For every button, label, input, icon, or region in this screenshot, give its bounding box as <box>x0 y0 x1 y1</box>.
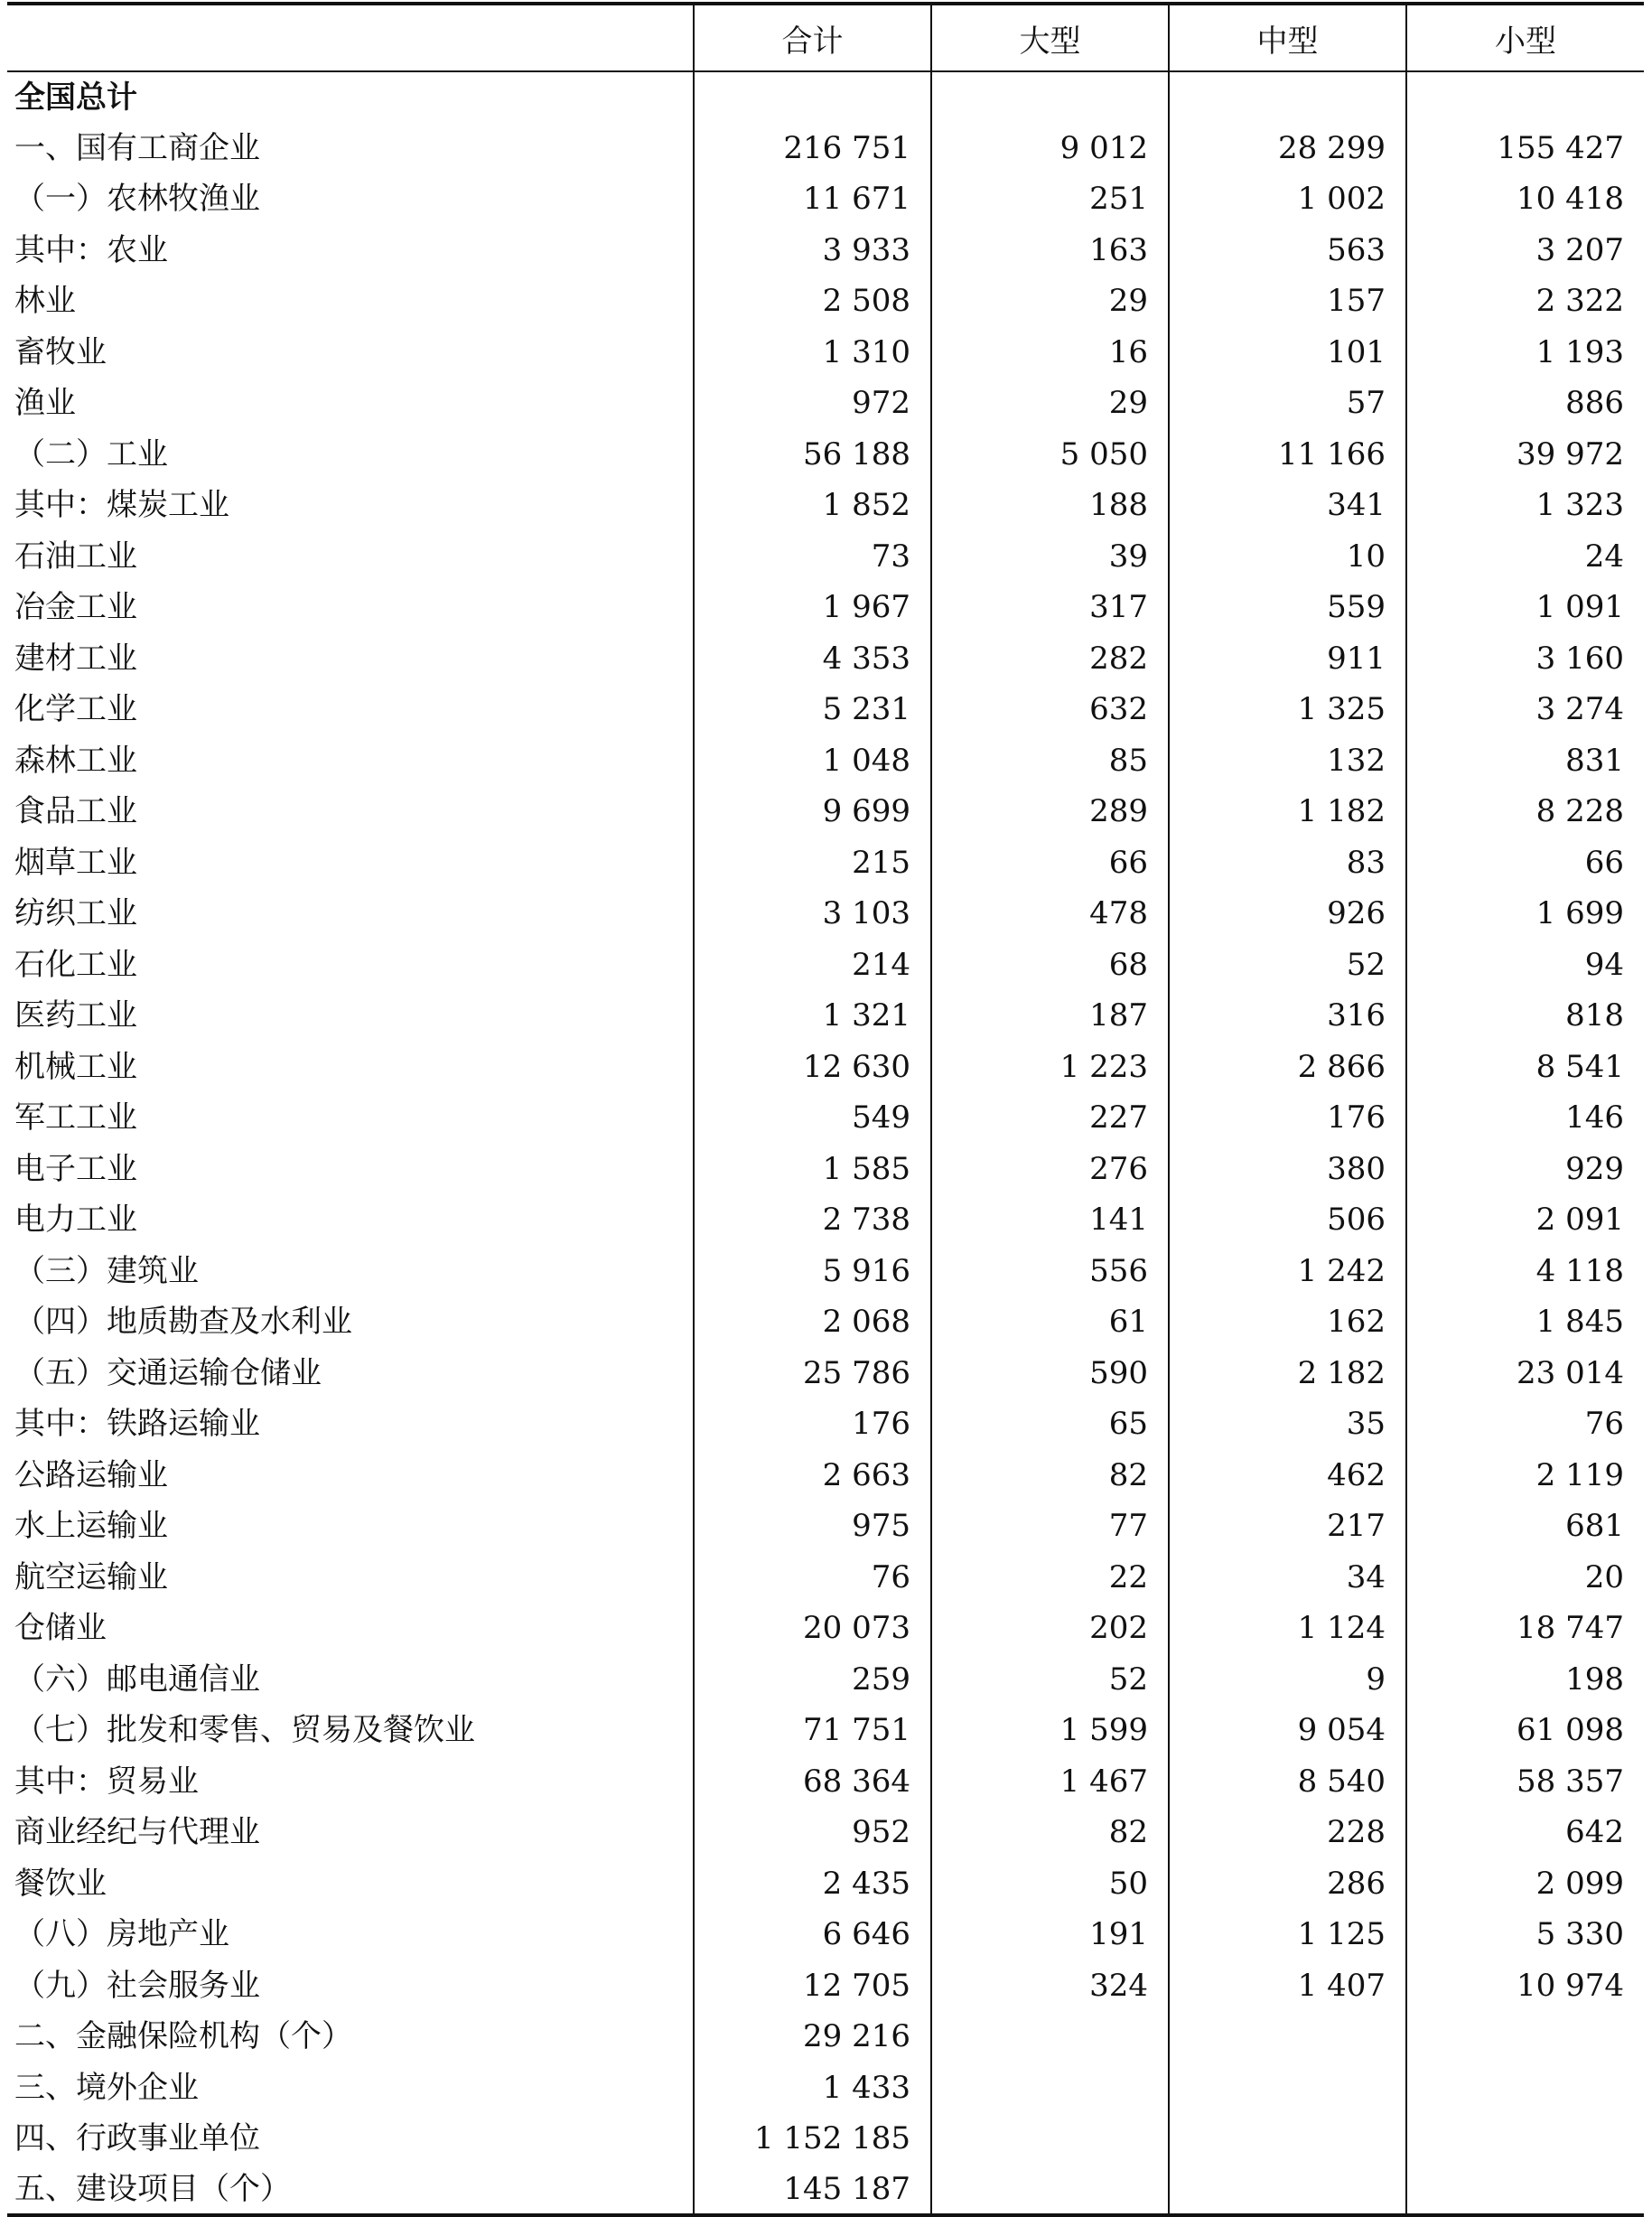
cell-medium: 563 <box>1169 225 1406 276</box>
row-label: 电力工业 <box>14 1202 137 1239</box>
cell-medium: 2 866 <box>1169 1042 1406 1093</box>
table-row <box>7 786 1644 837</box>
cell-medium: 101 <box>1169 327 1406 379</box>
row-label: 商业经纪与代理业 <box>14 1814 260 1851</box>
cell-large: 5 050 <box>931 429 1169 481</box>
cell-total: 549 <box>694 1092 931 1144</box>
cell-large <box>931 2063 1169 2114</box>
cell-medium: 157 <box>1169 276 1406 327</box>
cell-small: 642 <box>1406 1807 1644 1858</box>
cell-total: 20 073 <box>694 1603 931 1654</box>
cell-total: 5 916 <box>694 1246 931 1297</box>
cell-large: 29 <box>931 276 1169 327</box>
cell-total: 5 231 <box>694 684 931 735</box>
cell-small: 10 974 <box>1406 1960 1644 2012</box>
table-row <box>7 480 1644 531</box>
cell-total: 12 630 <box>694 1042 931 1093</box>
header-small: 小型 <box>1406 4 1644 71</box>
table-row <box>7 1450 1644 1501</box>
cell-large: 77 <box>931 1501 1169 1552</box>
row-label: 食品工业 <box>14 793 137 830</box>
cell-total: 6 646 <box>694 1909 931 1960</box>
cell-total: 259 <box>694 1654 931 1706</box>
row-label: （七）批发和零售、贸易及餐饮业 <box>14 1712 475 1749</box>
cell-small: 58 357 <box>1406 1756 1644 1808</box>
cell-small: 1 323 <box>1406 480 1644 531</box>
cell-medium: 286 <box>1169 1858 1406 1910</box>
cell-medium: 176 <box>1169 1092 1406 1144</box>
cell-small <box>1406 2113 1644 2165</box>
row-label: （四）地质勘查及水利业 <box>14 1304 352 1341</box>
cell-medium: 559 <box>1169 582 1406 633</box>
row-label: 渔业 <box>14 385 76 422</box>
cell-small: 1 193 <box>1406 327 1644 379</box>
cell-large: 29 <box>931 378 1169 429</box>
cell-medium: 911 <box>1169 633 1406 685</box>
cell-medium: 380 <box>1169 1144 1406 1195</box>
cell-small: 5 330 <box>1406 1909 1644 1960</box>
cell-medium: 28 299 <box>1169 123 1406 174</box>
cell-small: 66 <box>1406 837 1644 889</box>
table-row <box>7 1042 1644 1093</box>
row-label: 石油工业 <box>14 538 137 575</box>
cell-small: 831 <box>1406 735 1644 787</box>
cell-large: 141 <box>931 1194 1169 1246</box>
cell-medium: 217 <box>1169 1501 1406 1552</box>
cell-medium: 35 <box>1169 1398 1406 1450</box>
cell-small: 681 <box>1406 1501 1644 1552</box>
cell-large: 317 <box>931 582 1169 633</box>
cell-small: 20 <box>1406 1552 1644 1604</box>
header-large: 大型 <box>931 4 1169 71</box>
cell-total: 176 <box>694 1398 931 1450</box>
cell-large: 22 <box>931 1552 1169 1604</box>
table-row <box>7 378 1644 429</box>
row-label: （五）交通运输仓储业 <box>14 1354 322 1391</box>
row-label: 烟草工业 <box>14 844 137 881</box>
cell-total: 145 187 <box>694 2165 931 2216</box>
cell-small: 24 <box>1406 531 1644 583</box>
cell-small: 2 119 <box>1406 1450 1644 1501</box>
table-row <box>7 684 1644 735</box>
cell-total: 9 699 <box>694 786 931 837</box>
cell-large: 590 <box>931 1348 1169 1399</box>
table-body <box>7 71 1644 2215</box>
cell-large: 1 223 <box>931 1042 1169 1093</box>
cell-total: 68 364 <box>694 1756 931 1808</box>
cell-small: 886 <box>1406 378 1644 429</box>
cell-medium: 52 <box>1169 940 1406 991</box>
row-label: 纺织工业 <box>14 895 137 932</box>
table-row <box>7 1501 1644 1552</box>
cell-medium <box>1169 2113 1406 2165</box>
cell-large: 188 <box>931 480 1169 531</box>
cell-medium <box>1169 2063 1406 2114</box>
cell-medium: 2 182 <box>1169 1348 1406 1399</box>
cell-total: 29 216 <box>694 2011 931 2063</box>
table-row <box>7 2113 1644 2165</box>
row-label: 其中：铁路运输业 <box>14 1406 260 1443</box>
cell-medium <box>1169 2011 1406 2063</box>
cell-small: 155 427 <box>1406 123 1644 174</box>
cell-total: 2 068 <box>694 1296 931 1348</box>
cell-small: 1 845 <box>1406 1296 1644 1348</box>
cell-large: 61 <box>931 1296 1169 1348</box>
cell-medium: 1 242 <box>1169 1246 1406 1297</box>
cell-small: 146 <box>1406 1092 1644 1144</box>
row-label: 一、国有工商企业 <box>14 129 260 166</box>
cell-small: 198 <box>1406 1654 1644 1706</box>
cell-large: 289 <box>931 786 1169 837</box>
cell-small: 8 228 <box>1406 786 1644 837</box>
cell-medium: 1 002 <box>1169 173 1406 225</box>
cell-medium <box>1169 71 1406 123</box>
cell-large: 1 467 <box>931 1756 1169 1808</box>
cell-large: 52 <box>931 1654 1169 1706</box>
cell-medium: 228 <box>1169 1807 1406 1858</box>
cell-total: 1 152 185 <box>694 2113 931 2165</box>
cell-medium: 83 <box>1169 837 1406 889</box>
cell-total: 3 103 <box>694 888 931 940</box>
cell-medium: 1 124 <box>1169 1603 1406 1654</box>
cell-large <box>931 2011 1169 2063</box>
cell-large: 478 <box>931 888 1169 940</box>
cell-medium: 341 <box>1169 480 1406 531</box>
table-row <box>7 1603 1644 1654</box>
cell-total: 972 <box>694 378 931 429</box>
table-row <box>7 1246 1644 1297</box>
cell-small: 2 322 <box>1406 276 1644 327</box>
table-row <box>7 1705 1644 1756</box>
cell-medium: 9 054 <box>1169 1705 1406 1756</box>
cell-large <box>931 71 1169 123</box>
enterprise-count-table <box>7 2 1644 2217</box>
cell-medium: 9 <box>1169 1654 1406 1706</box>
table-row <box>7 1756 1644 1808</box>
table-row <box>7 327 1644 379</box>
table-row <box>7 1960 1644 2012</box>
cell-large: 191 <box>931 1909 1169 1960</box>
table-row <box>7 1348 1644 1399</box>
cell-medium: 1 407 <box>1169 1960 1406 2012</box>
cell-total: 4 353 <box>694 633 931 685</box>
cell-total: 11 671 <box>694 173 931 225</box>
cell-total: 952 <box>694 1807 931 1858</box>
cell-large: 82 <box>931 1807 1169 1858</box>
table-row <box>7 2011 1644 2063</box>
row-label: 仓储业 <box>14 1610 107 1647</box>
table-row <box>7 2063 1644 2114</box>
cell-large: 324 <box>931 1960 1169 2012</box>
cell-large: 251 <box>931 173 1169 225</box>
cell-medium: 10 <box>1169 531 1406 583</box>
table-row <box>7 531 1644 583</box>
row-label: （六）邮电通信业 <box>14 1660 260 1698</box>
cell-total: 1 048 <box>694 735 931 787</box>
table-row <box>7 837 1644 889</box>
cell-medium: 8 540 <box>1169 1756 1406 1808</box>
row-label: 化学工业 <box>14 691 137 728</box>
cell-small <box>1406 2011 1644 2063</box>
cell-small: 61 098 <box>1406 1705 1644 1756</box>
table-row <box>7 1552 1644 1604</box>
row-label: 建材工业 <box>14 640 137 677</box>
cell-small: 3 274 <box>1406 684 1644 735</box>
cell-large: 556 <box>931 1246 1169 1297</box>
table-row <box>7 1092 1644 1144</box>
cell-total: 1 585 <box>694 1144 931 1195</box>
row-label: 二、金融保险机构（个） <box>14 2018 352 2055</box>
cell-large: 82 <box>931 1450 1169 1501</box>
table-row <box>7 429 1644 481</box>
cell-medium <box>1169 2165 1406 2216</box>
table-row <box>7 1144 1644 1195</box>
row-label: 机械工业 <box>14 1048 137 1085</box>
cell-total: 1 310 <box>694 327 931 379</box>
cell-small: 929 <box>1406 1144 1644 1195</box>
cell-total: 2 663 <box>694 1450 931 1501</box>
cell-small: 39 972 <box>1406 429 1644 481</box>
table-row <box>7 990 1644 1042</box>
cell-large: 227 <box>931 1092 1169 1144</box>
cell-large: 85 <box>931 735 1169 787</box>
cell-total: 1 321 <box>694 990 931 1042</box>
row-label: 医药工业 <box>14 997 137 1034</box>
cell-medium: 132 <box>1169 735 1406 787</box>
cell-total: 2 738 <box>694 1194 931 1246</box>
table-row <box>7 735 1644 787</box>
cell-large: 163 <box>931 225 1169 276</box>
cell-total: 71 751 <box>694 1705 931 1756</box>
table-row <box>7 123 1644 174</box>
cell-large: 282 <box>931 633 1169 685</box>
row-label: 其中：农业 <box>14 231 168 268</box>
table-row <box>7 633 1644 685</box>
table-row <box>7 2165 1644 2216</box>
cell-large: 9 012 <box>931 123 1169 174</box>
row-label: 五、建设项目（个） <box>7 2165 694 2216</box>
cell-medium: 462 <box>1169 1450 1406 1501</box>
cell-total <box>694 71 931 123</box>
row-label: 公路运输业 <box>14 1456 168 1493</box>
cell-medium: 926 <box>1169 888 1406 940</box>
row-label: 石化工业 <box>14 946 137 983</box>
cell-small: 76 <box>1406 1398 1644 1450</box>
cell-medium: 1 325 <box>1169 684 1406 735</box>
cell-small <box>1406 2063 1644 2114</box>
table-row <box>7 1296 1644 1348</box>
cell-medium: 1 125 <box>1169 1909 1406 1960</box>
table-row <box>7 225 1644 276</box>
cell-large <box>931 2165 1169 2216</box>
cell-small: 94 <box>1406 940 1644 991</box>
row-label: 电子工业 <box>14 1150 137 1187</box>
table-row <box>7 940 1644 991</box>
cell-small: 818 <box>1406 990 1644 1042</box>
cell-large: 276 <box>931 1144 1169 1195</box>
cell-total: 1 433 <box>694 2063 931 2114</box>
cell-large: 66 <box>931 837 1169 889</box>
row-label: 餐饮业 <box>14 1865 107 1902</box>
cell-small: 8 541 <box>1406 1042 1644 1093</box>
statistics-table-container <box>7 2 1644 2217</box>
row-label: 森林工业 <box>14 742 137 779</box>
cell-small: 4 118 <box>1406 1246 1644 1297</box>
row-label: 全国总计 <box>14 79 137 116</box>
row-label: 林业 <box>14 283 76 320</box>
cell-total: 12 705 <box>694 1960 931 2012</box>
cell-medium: 506 <box>1169 1194 1406 1246</box>
table-row <box>7 1909 1644 1960</box>
cell-small <box>1406 2165 1644 2216</box>
header-category <box>7 4 694 71</box>
row-label: 其中：煤炭工业 <box>14 487 229 524</box>
cell-large: 68 <box>931 940 1169 991</box>
table-row <box>7 1858 1644 1910</box>
table-row <box>7 276 1644 327</box>
row-label: （一）农林牧渔业 <box>14 181 260 218</box>
table-header-row <box>7 4 1644 71</box>
row-label: 畜牧业 <box>14 333 107 370</box>
row-label: （九）社会服务业 <box>14 1967 260 2004</box>
cell-large: 202 <box>931 1603 1169 1654</box>
table-row <box>7 1654 1644 1706</box>
header-total: 合计 <box>694 4 931 71</box>
cell-large: 65 <box>931 1398 1169 1450</box>
row-label: 军工工业 <box>14 1099 137 1137</box>
cell-total: 216 751 <box>694 123 931 174</box>
table-row <box>7 1194 1644 1246</box>
row-label: 冶金工业 <box>14 589 137 626</box>
cell-total: 2 435 <box>694 1858 931 1910</box>
header-medium: 中型 <box>1169 4 1406 71</box>
cell-total: 3 933 <box>694 225 931 276</box>
cell-small: 23 014 <box>1406 1348 1644 1399</box>
cell-small <box>1406 71 1644 123</box>
cell-total: 56 188 <box>694 429 931 481</box>
cell-large: 39 <box>931 531 1169 583</box>
table-row <box>7 888 1644 940</box>
cell-large <box>931 2113 1169 2165</box>
table-row <box>7 1398 1644 1450</box>
cell-large: 50 <box>931 1858 1169 1910</box>
cell-total: 76 <box>694 1552 931 1604</box>
cell-small: 3 207 <box>1406 225 1644 276</box>
cell-large: 16 <box>931 327 1169 379</box>
cell-total: 73 <box>694 531 931 583</box>
row-label: 三、境外企业 <box>14 2069 199 2106</box>
cell-medium: 11 166 <box>1169 429 1406 481</box>
cell-small: 18 747 <box>1406 1603 1644 1654</box>
row-label: （八）房地产业 <box>14 1916 229 1953</box>
row-label: （三）建筑业 <box>14 1252 199 1289</box>
cell-small: 2 091 <box>1406 1194 1644 1246</box>
table-row <box>7 582 1644 633</box>
cell-large: 187 <box>931 990 1169 1042</box>
cell-total: 215 <box>694 837 931 889</box>
row-label: 水上运输业 <box>14 1508 168 1545</box>
row-label: （二）工业 <box>14 435 168 472</box>
cell-total: 1 852 <box>694 480 931 531</box>
cell-total: 25 786 <box>694 1348 931 1399</box>
cell-small: 3 160 <box>1406 633 1644 685</box>
table-row <box>7 173 1644 225</box>
cell-total: 214 <box>694 940 931 991</box>
cell-total: 1 967 <box>694 582 931 633</box>
cell-medium: 57 <box>1169 378 1406 429</box>
cell-total: 2 508 <box>694 276 931 327</box>
row-label: 其中：贸易业 <box>14 1763 199 1800</box>
table-row <box>7 71 1644 123</box>
cell-total: 975 <box>694 1501 931 1552</box>
cell-medium: 316 <box>1169 990 1406 1042</box>
cell-large: 632 <box>931 684 1169 735</box>
cell-small: 10 418 <box>1406 173 1644 225</box>
cell-medium: 1 182 <box>1169 786 1406 837</box>
row-label: 航空运输业 <box>14 1558 168 1595</box>
cell-large: 1 599 <box>931 1705 1169 1756</box>
cell-small: 2 099 <box>1406 1858 1644 1910</box>
table-row <box>7 1807 1644 1858</box>
cell-medium: 162 <box>1169 1296 1406 1348</box>
cell-small: 1 699 <box>1406 888 1644 940</box>
cell-small: 1 091 <box>1406 582 1644 633</box>
row-label: 四、行政事业单位 <box>14 2120 260 2157</box>
cell-medium: 34 <box>1169 1552 1406 1604</box>
